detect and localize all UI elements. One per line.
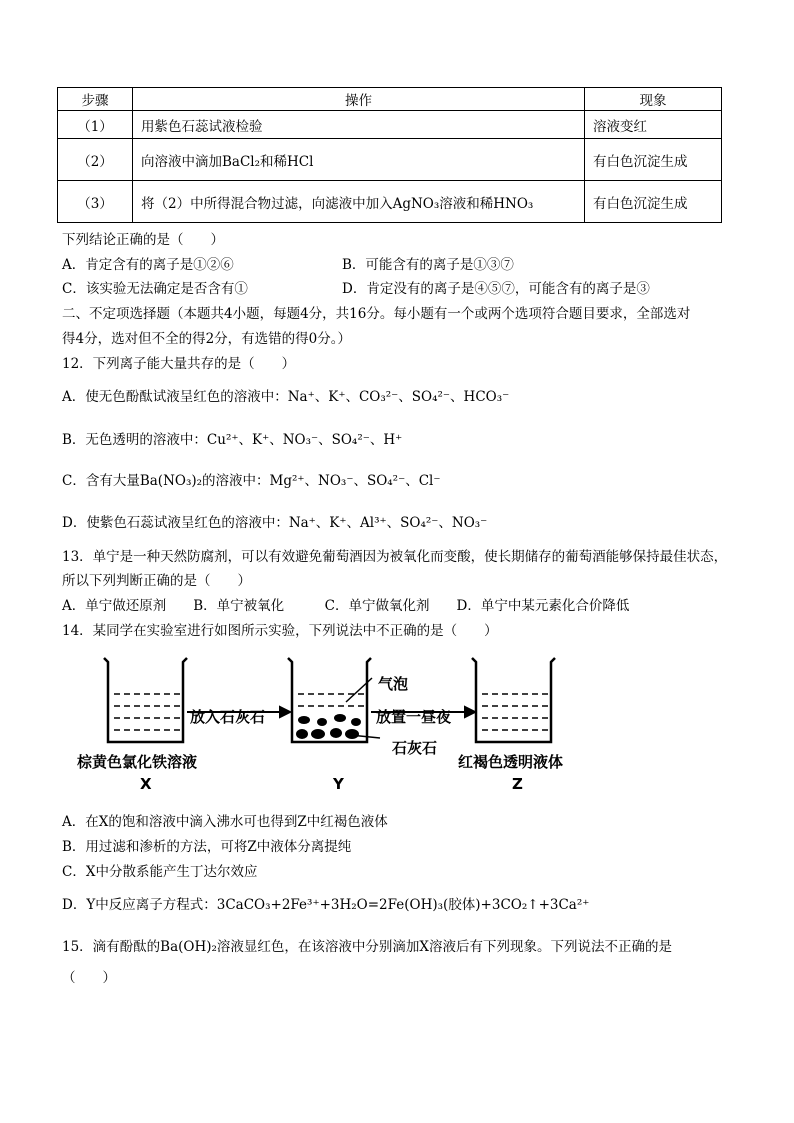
q13-line1: 13．单宁是一种天然防腐剂，可以有效避免葡萄酒因为被氧化而变酸，使长期储存的葡萄酒能够保持最佳状态， (62, 549, 728, 565)
table-header: 现象 (585, 88, 722, 111)
steps-table (57, 87, 722, 223)
table-cell-step: （3） (58, 181, 133, 223)
table-row (58, 111, 722, 139)
q11-option-d: D．肯定没有的离子是④⑤⑦，可能含有的离子是③ (342, 281, 650, 297)
q14-stem: 14．某同学在实验室进行如图所示实验，下列说法中不正确的是（ ） (62, 623, 498, 639)
letter-y: Y (333, 775, 344, 793)
q14-option-c: C．X中分散系能产生丁达尔效应 (62, 864, 258, 880)
table-cell-obs: 溶液变红 (585, 111, 722, 139)
q14-option-d: D．Y中反应离子方程式：3CaCO₃+2Fe³⁺+3H₂O=2Fe(OH)₃(胶体)+3CO₂↑+3Ca²⁺ (62, 897, 590, 913)
q13-options: A．单宁做还原剂 B．单宁被氧化 C．单宁做氧化剂 D．单宁中某元素化合价降低 (62, 598, 630, 614)
q11-option-b: B．可能含有的离子是①③⑦ (342, 257, 514, 273)
section2-line2: 得4分，选对但不全的得2分，有选错的得0分。） (62, 331, 352, 347)
letter-x: X (140, 775, 152, 793)
q15-line2: （ ） (62, 970, 116, 986)
label-x: 棕黄色氯化铁溶液 (77, 753, 198, 771)
bubble-label: 气泡 (378, 675, 409, 693)
section2-line1: 二、不定项选择题（本题共4小题，每题4分，共16分。每小题有一个或两个选项符合题目要求，全部选对 (62, 306, 691, 322)
table-cell-op: 向溶液中滴加BaCl₂和稀HCl (133, 139, 585, 181)
table-header: 操作 (133, 88, 585, 111)
bubble-pointer (346, 678, 380, 738)
table-row (58, 181, 722, 223)
q11-stem: 下列结论正确的是（ ） (62, 232, 224, 248)
arrow-label-2: 放置一昼夜 (376, 708, 452, 726)
limestone-label: 石灰石 (392, 739, 438, 757)
q13-line2: 所以下列判断正确的是（ ） (62, 573, 251, 589)
q12-option-d: D．使紫色石蕊试液呈红色的溶液中：Na⁺、K⁺、Al³⁺、SO₄²⁻、NO₃⁻ (62, 515, 488, 531)
q14-option-a: A．在X的饱和溶液中滴入沸水可也得到Z中红褐色液体 (62, 814, 388, 830)
q12-option-c: C．含有大量Ba(NO₃)₂的溶液中：Mg²⁺、NO₃⁻、SO₄²⁻、Cl⁻ (62, 473, 441, 489)
table-cell-obs: 有白色沉淀生成 (585, 181, 722, 223)
table-cell-op: 用紫色石蕊试液检验 (133, 111, 585, 139)
table-header: 步骤 (58, 88, 133, 111)
table-cell-obs: 有白色沉淀生成 (585, 139, 722, 181)
table-cell-op: 将（2）中所得混合物过滤，向滤液中加入AgNO₃溶液和稀HNO₃ (133, 181, 585, 223)
liquid-x (114, 694, 180, 730)
letter-z: Z (512, 775, 523, 793)
table-row (58, 139, 722, 181)
table-header-row (58, 88, 722, 111)
arrow-label-1: 放入石灰石 (190, 708, 266, 726)
q12-option-b: B．无色透明的溶液中：Cu²⁺、K⁺、NO₃⁻、SO₄²⁻、H⁺ (62, 432, 403, 448)
q11-option-a: A．肯定含有的离子是①②⑥ (62, 257, 234, 273)
label-z: 红褐色透明液体 (458, 753, 564, 771)
q11-option-c: C．该实验无法确定是否含有① (62, 281, 248, 297)
q14-option-b: B．用过滤和渗析的方法，可将Z中液体分离提纯 (62, 839, 352, 855)
q12-stem: 12．下列离子能大量共存的是（ ） (62, 356, 296, 372)
liquid-z (482, 694, 548, 730)
table-cell-step: （2） (58, 139, 133, 181)
q15-line1: 15．滴有酚酞的Ba(OH)₂溶液显红色，在该溶液中分别滴加X溶液后有下列现象。下列说法不正确的是 (62, 939, 673, 955)
liquid-y (298, 694, 364, 706)
q12-option-a: A．使无色酚酞试液呈红色的溶液中：Na⁺、K⁺、CO₃²⁻、SO₄²⁻、HCO₃⁻ (62, 389, 510, 405)
table-cell-step: （1） (58, 111, 133, 139)
